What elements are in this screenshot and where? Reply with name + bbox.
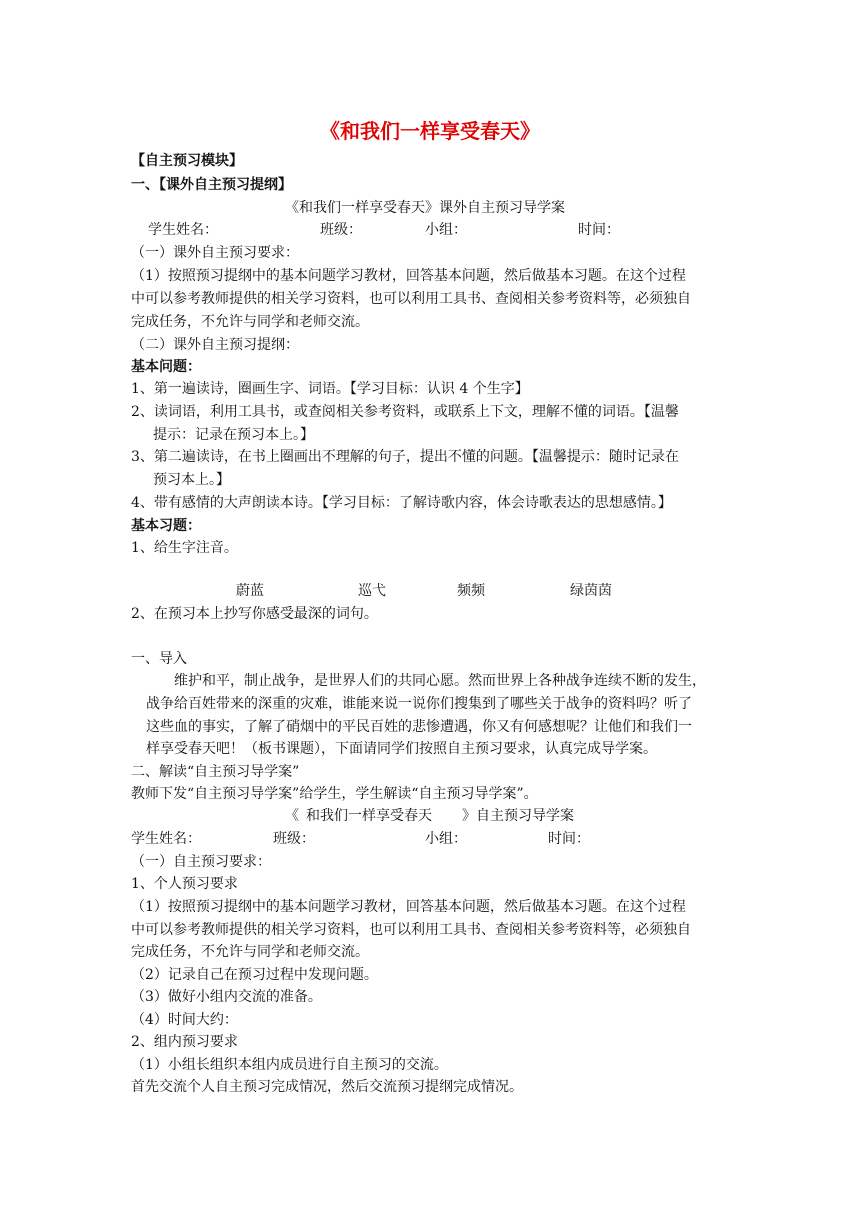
student-name-label: 学生姓名： [148, 222, 218, 238]
requirement-text: （2）记录自己在预习过程中发现问题。 [131, 967, 378, 983]
intro-paragraph: 这些血的事实，了解了硝烟中的平民百姓的悲惨遭遇，你又有何感想呢？让他们和我们一 [146, 719, 692, 735]
document-title: 《和我们一样享受春天》 [320, 119, 540, 143]
guide-title-two [0, 805, 860, 827]
question-item: 预习本上。】 [153, 472, 230, 488]
requirement-text: 完成任务，不允许与同学和老师交流。 [131, 944, 369, 960]
requirement-text: 中可以参考教师提供的相关学习资料，也可以利用工具书、查阅相关参考资料等，必须独自 [131, 922, 691, 938]
question-item: 3、第二遍读诗，在书上圈画出不理解的句子，提出不懂的问题。【温馨提示：随时记录在 [131, 449, 679, 465]
section-two-heading: 二、解读“自主预习导学案” [131, 764, 300, 780]
question-item: 1、第一遍读诗，圈画生字、词语。【学习目标：认识 4 个生字】 [131, 381, 529, 397]
section-heading: 一、【课外自主预习提纲】 [131, 177, 292, 193]
outline-heading: （二）课外自主预习提纲： [131, 337, 299, 353]
guide-lesson-name: 和我们一样享受春天 [306, 808, 432, 824]
requirements-heading: （一）自主预习要求： [131, 854, 271, 870]
requirement-text: （1）按照预习提纲中的基本问题学习教材，回答基本问题，然后做基本习题。在这个过程 [131, 268, 686, 284]
time-label: 时间： [578, 222, 620, 238]
module-heading: 【自主预习模块】 [131, 153, 243, 169]
student-name-label: 学生姓名： [131, 831, 201, 847]
requirement-text: 中可以参考教师提供的相关学习资料，也可以利用工具书、查阅相关参考资料等，必须独自 [131, 291, 691, 307]
group-label: 小组： [425, 831, 467, 847]
intro-paragraph: 样享受春天吧！（板书课题），下面请同学们按照自主预习要求，认真完成导学案。 [146, 741, 657, 757]
requirements-heading: （一）课外自主预习要求： [131, 245, 299, 261]
question-item: 2、读词语，利用工具书，或查阅相关参考资料，或联系上下文，理解不懂的词语。【温馨 [131, 404, 679, 420]
requirement-text: （4）时间大约： [131, 1012, 238, 1028]
requirement-text: （1）小组长组织本组内成员进行自主预习的交流。 [131, 1057, 448, 1073]
intro-heading: 一、导入 [131, 651, 187, 667]
section-two-text: 教师下发“自主预习导学案”给学生，学生解读“自主预习导学案”。 [131, 786, 538, 802]
basic-exercises-heading: 基本习题： [131, 518, 201, 534]
vocab-word: 绿茵茵 [570, 583, 612, 599]
requirement-text: （3）做好小组内交流的准备。 [131, 989, 322, 1005]
vocab-word: 蔚蓝 [236, 583, 264, 599]
vocab-word: 频频 [457, 583, 485, 599]
requirement-text: 首先交流个人自主预习完成情况，然后交流预习提纲完成情况。 [131, 1079, 523, 1095]
student-info-row [0, 828, 860, 850]
basic-questions-heading: 基本问题： [131, 359, 201, 375]
requirement-text: 完成任务，不允许与同学和老师交流。 [131, 314, 369, 330]
guide-bracket-close: 》自主预习导学案 [462, 808, 574, 824]
guide-bracket-open: 《 [285, 808, 299, 824]
personal-heading: 1、个人预习要求 [131, 876, 238, 892]
intro-paragraph: 维护和平，制止战争，是世界人们的共同心愿。然而世界上各种战争连续不断的发生， [174, 673, 706, 689]
exercise-item: 2、在预习本上抄写你感受最深的词句。 [131, 606, 378, 622]
guide-title: 《和我们一样享受春天》课外自主预习导学案 [285, 200, 565, 216]
time-label: 时间： [548, 831, 590, 847]
group-label: 小组： [425, 222, 467, 238]
class-label: 班级： [273, 831, 315, 847]
question-item: 4、带有感情的大声朗读本诗。【学习目标：了解诗歌内容，体会诗歌表达的思想感情。】 [131, 495, 672, 511]
vocabulary-row [0, 580, 860, 602]
intro-paragraph: 战争给百姓带来的深重的灾难，谁能来说一说你们搜集到了哪些关于战争的资料吗？听了 [146, 696, 692, 712]
class-label: 班级： [320, 222, 362, 238]
vocab-word: 巡弋 [358, 583, 386, 599]
student-info-row [0, 219, 860, 241]
question-item: 提示：记录在预习本上。】 [153, 427, 314, 443]
requirement-text: （1）按照预习提纲中的基本问题学习教材，回答基本问题，然后做基本习题。在这个过程 [131, 899, 686, 915]
group-heading: 2、组内预习要求 [131, 1034, 238, 1050]
exercise-item: 1、给生字注音。 [131, 540, 238, 556]
